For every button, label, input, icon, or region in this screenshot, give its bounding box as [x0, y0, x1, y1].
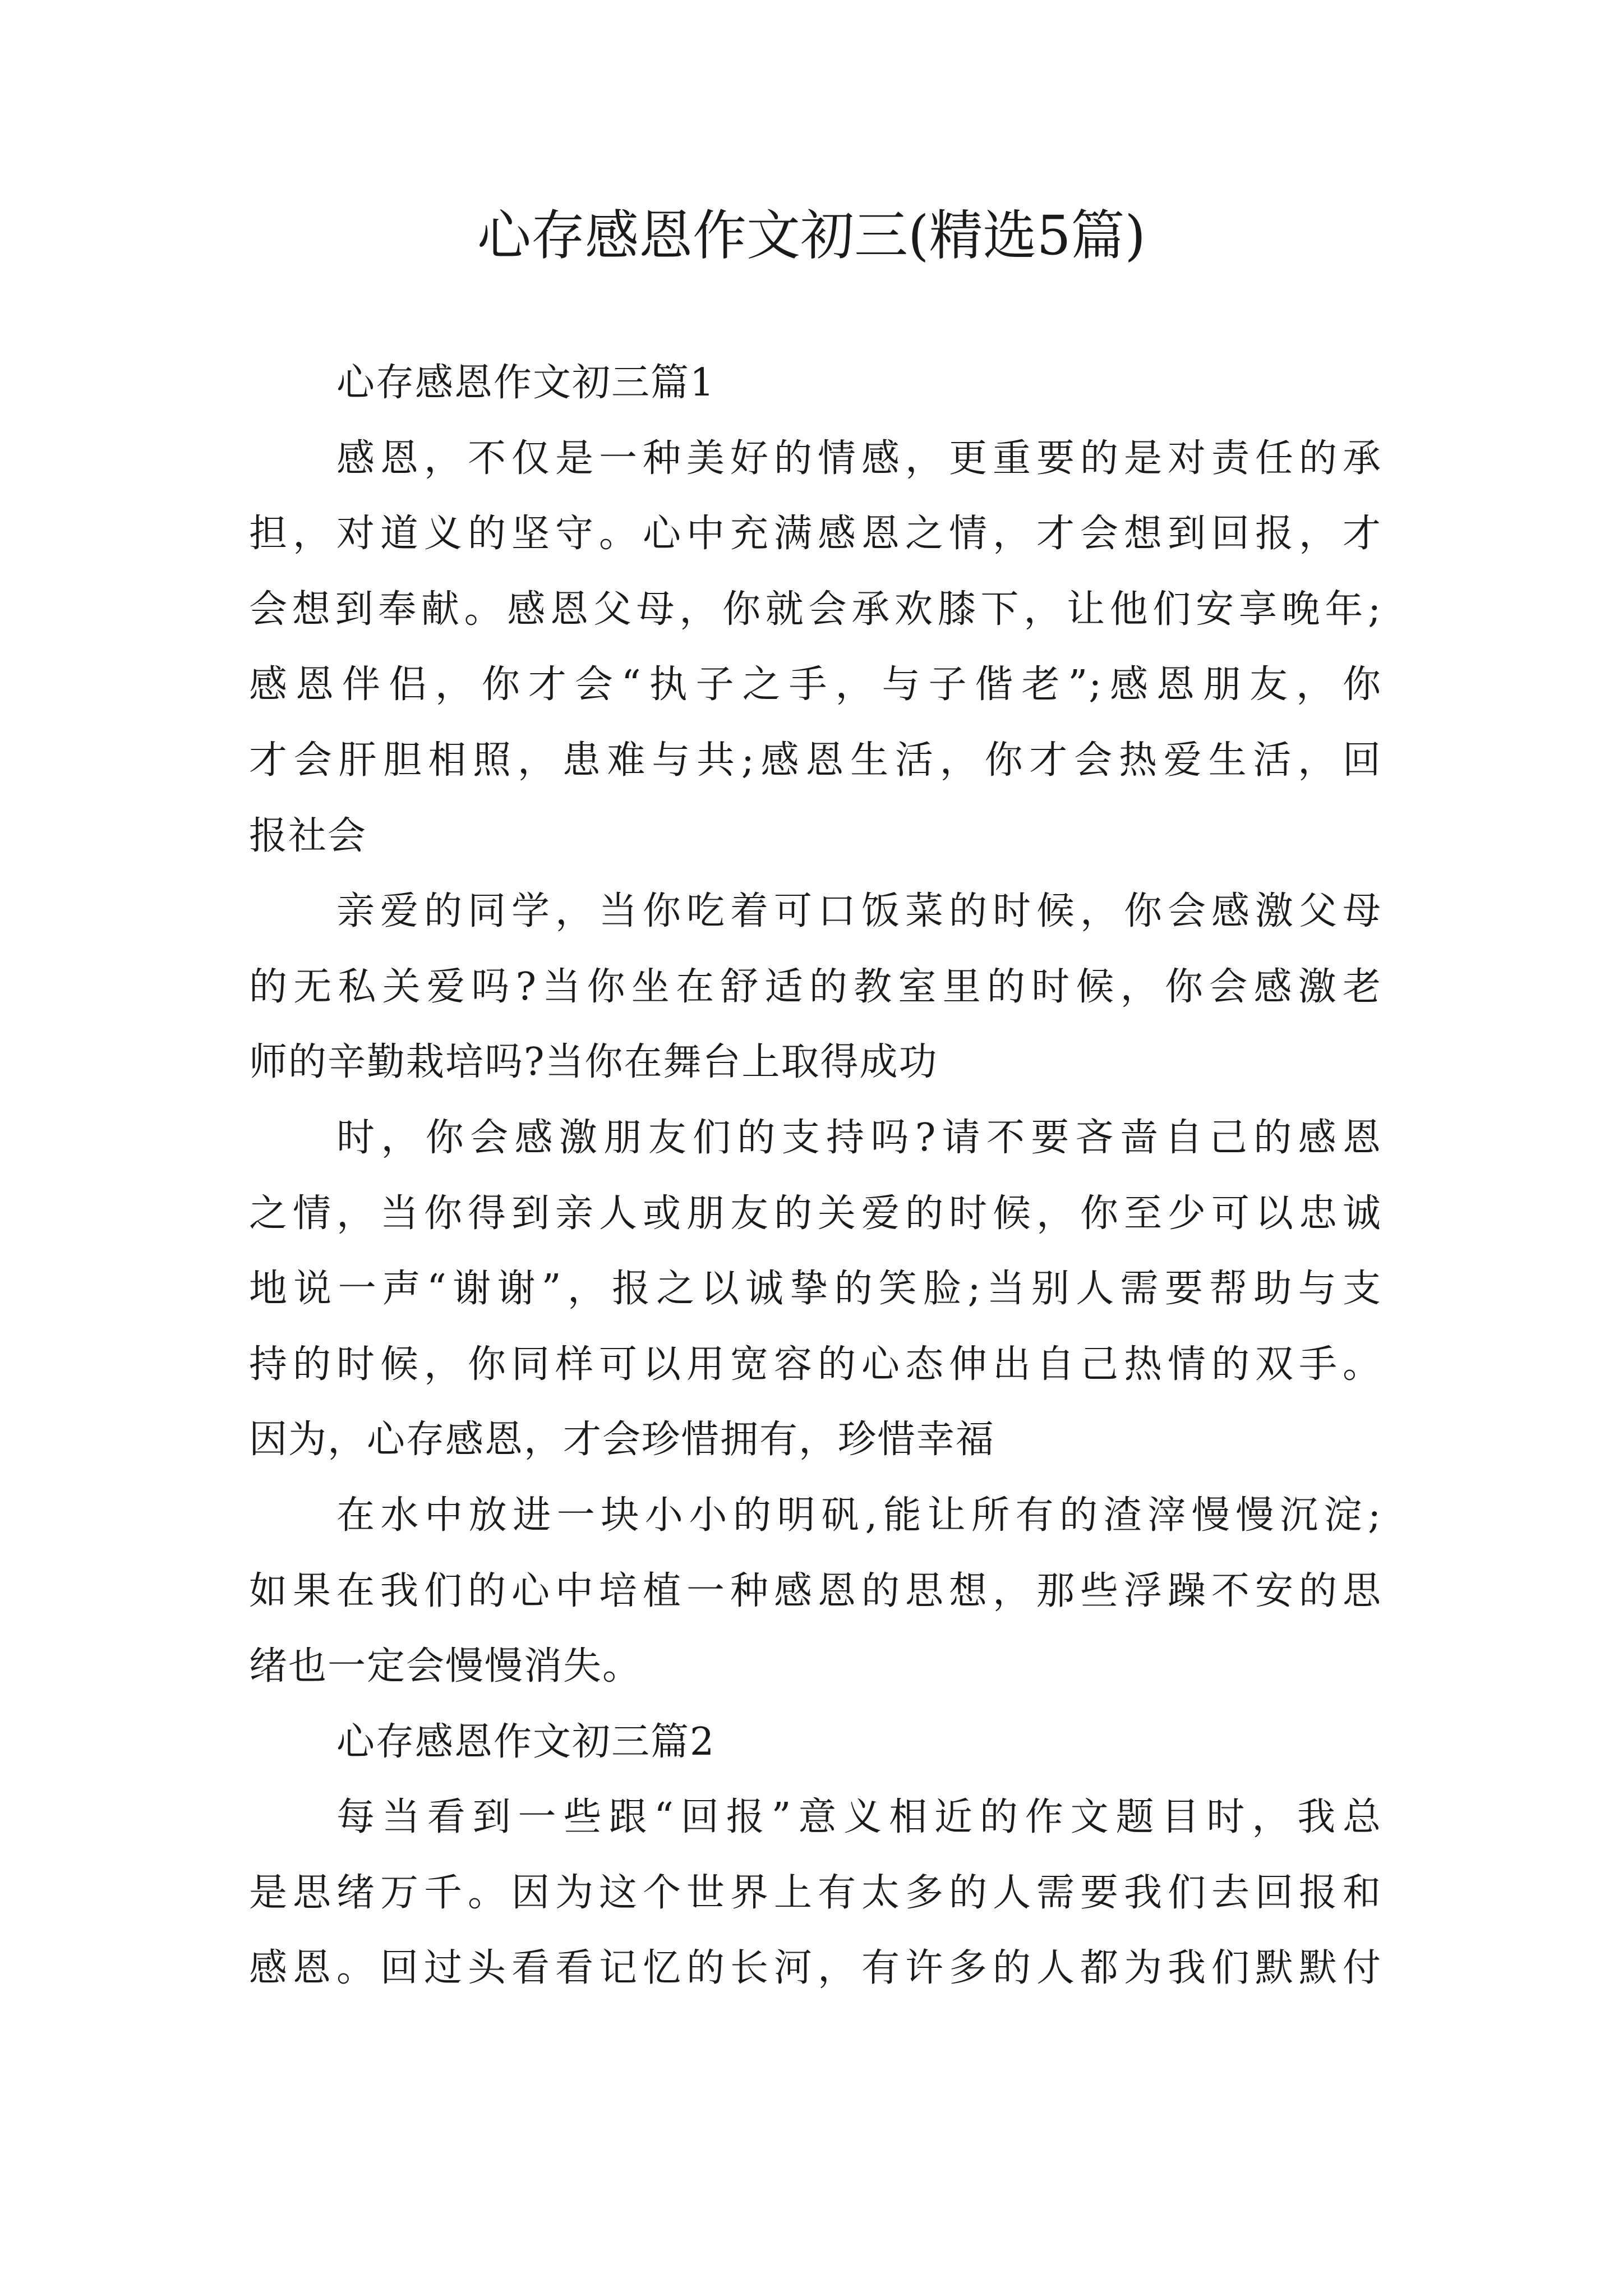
paragraph-line: 的无私关爱吗?当你坐在舒适的教室里的时候，你会感激老 — [249, 964, 1382, 1009]
paragraph-line: 报社会 — [249, 813, 367, 858]
section-heading: 心存感恩作文初三篇1 — [336, 361, 716, 405]
section-heading: 心存感恩作文初三篇2 — [336, 1719, 716, 1764]
document-body — [249, 346, 1382, 2007]
document-title: 心存感恩作文初三(精选5篇) — [477, 204, 1146, 267]
paragraph-line: 如果在我们的心中培植一种感恩的思想，那些浮躁不安的思 — [249, 1568, 1382, 1613]
paragraph-line: 会想到奉献。感恩父母，你就会承欢膝下，让他们安享晚年; — [249, 587, 1382, 632]
paragraph-line: 之情，当你得到亲人或朋友的关爱的时候，你至少可以忠诚 — [249, 1191, 1382, 1236]
paragraph-line: 师的辛勤栽培吗?当你在舞台上取得成功 — [249, 1040, 938, 1085]
paragraph-line: 持的时候，你同样可以用宽容的心态伸出自己热情的双手。 — [249, 1342, 1382, 1387]
paragraph-line: 感恩。回过头看看记忆的长河，有许多的人都为我们默默付 — [249, 1946, 1382, 1991]
paragraph-line: 地说一声“谢谢”，报之以诚挚的笑脸;当别人需要帮助与支 — [249, 1267, 1382, 1312]
paragraph-line: 是思绪万千。因为这个世界上有太多的人需要我们去回报和 — [249, 1870, 1382, 1915]
paragraph-line: 每当看到一些跟“回报”意义相近的作文题目时，我总 — [336, 1795, 1382, 1840]
paragraph-line: 担，对道义的坚守。心中充满感恩之情，才会想到回报，才 — [249, 512, 1382, 556]
paragraph-line: 时，你会感激朋友们的支持吗?请不要吝啬自己的感恩 — [336, 1115, 1382, 1160]
paragraph-line: 因为，心存感恩，才会珍惜拥有，珍惜幸福 — [249, 1418, 995, 1462]
paragraph-line: 绪也一定会慢慢消失。 — [249, 1644, 642, 1689]
paragraph-line: 感恩，不仅是一种美好的情感，更重要的是对责任的承 — [336, 436, 1382, 481]
paragraph-line: 才会肝胆相照，患难与共;感恩生活，你才会热爱生活，回 — [249, 738, 1382, 783]
paragraph-line: 在水中放进一块小小的明矾,能让所有的渣滓慢慢沉淀; — [336, 1493, 1382, 1538]
paragraph-line: 亲爱的同学，当你吃着可口饭菜的时候，你会感激父母 — [336, 889, 1382, 934]
paragraph-line: 感恩伴侣，你才会“执子之手，与子偕老”;感恩朋友，你 — [249, 662, 1382, 707]
